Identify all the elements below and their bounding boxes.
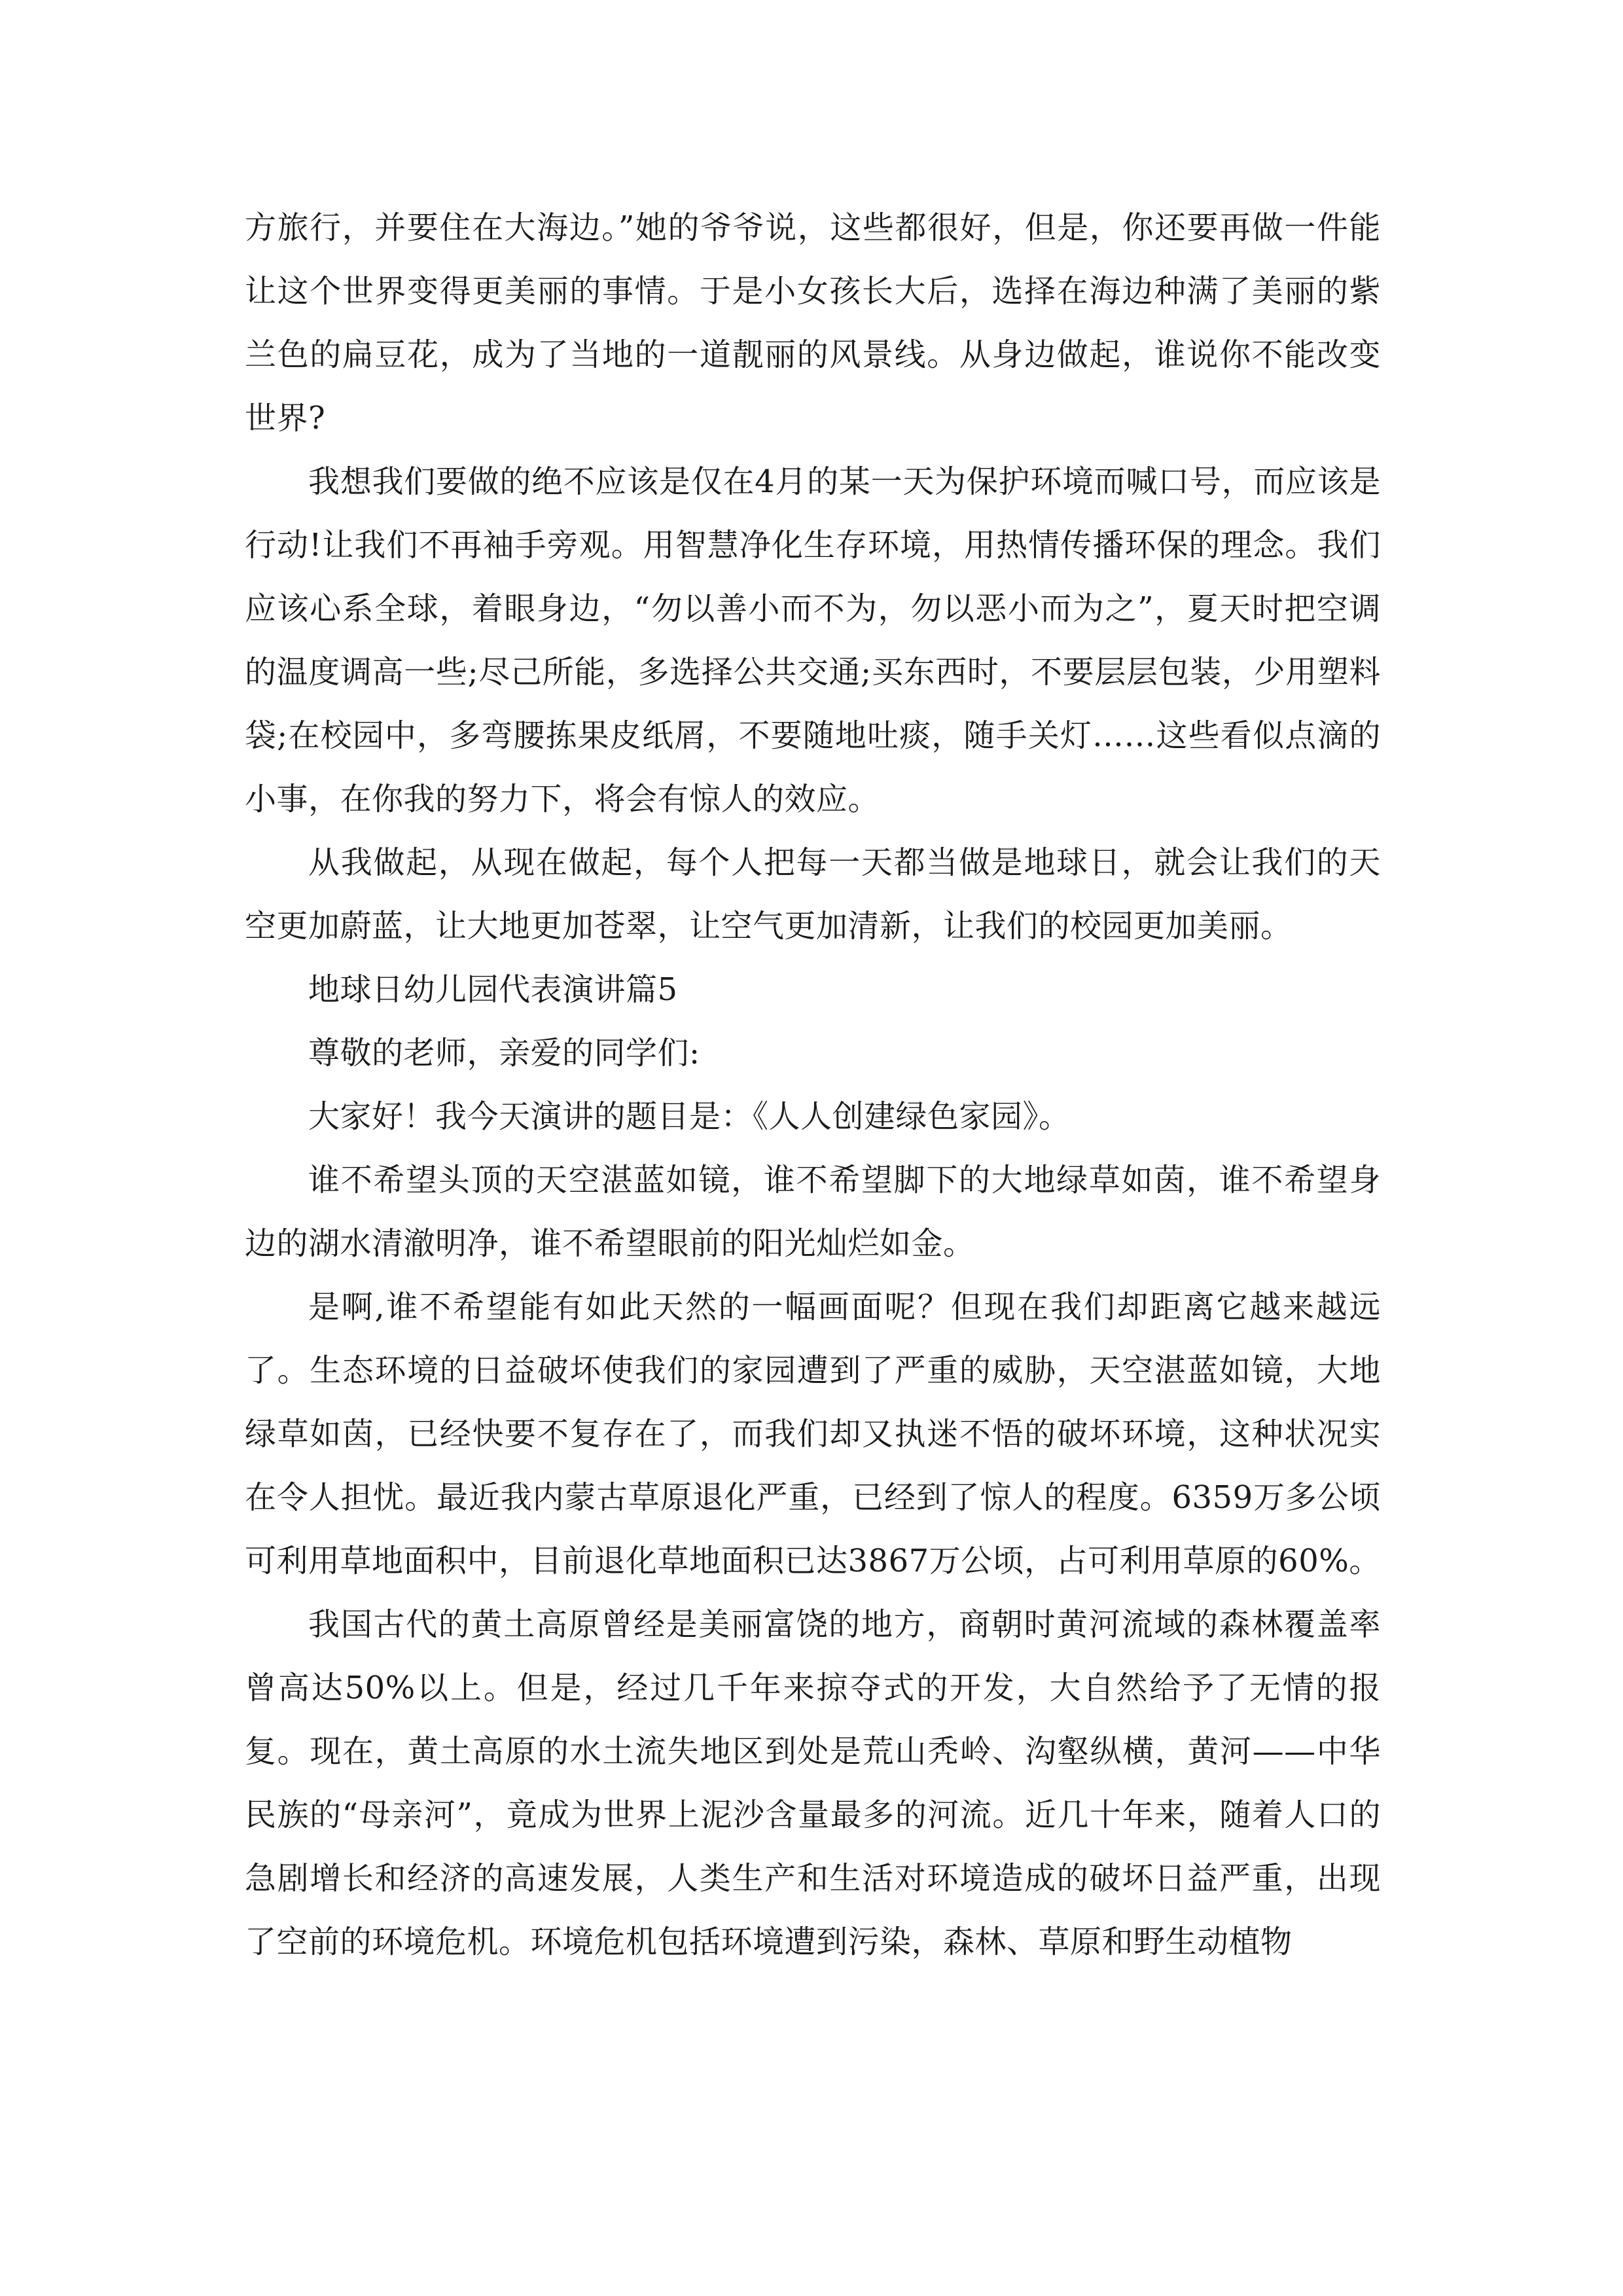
- speech-paragraph: 我国古代的黄土高原曾经是美丽富饶的地方，商朝时黄河流域的森林覆盖率曾高达50%以上。但是，经过几千年来掠夺式的开发，大自然给予了无情的报复。现在，黄土高原的水土流失地区到处是荒山秃岭、沟壑纵横，黄河——中华民族的“母亲河”，竟成为世界上泥沙含量最多的河流。近几十年来，随着人口的急剧增长和经济的高速发展，人类生产和生活对环境造成的破坏日益严重，出现了空前的环境危机。环境危机包括环境遭到污染，森林、草原和野生动植物: [245, 1606, 1381, 1960]
- document-body: [245, 196, 1381, 1974]
- speech-opening: 大家好！我今天演讲的题目是：《人人创建绿色家园》。: [308, 1098, 1071, 1135]
- paragraph-action: 我想我们要做的绝不应该是仅在4月的某一天为保护环境而喊口号，而应该是行动!让我们不再袖手旁观。用智慧净化生存环境，用热情传播环保的理念。我们应该心系全球，着眼身边，“勿以善小而不为，勿以恶小而为之”，夏天时把空调的温度调高一些;尽己所能，多选择公共交通;买东西时，不要层层包装，少用塑料袋;在校园中，多弯腰拣果皮纸屑，不要随地吐痰，随手关灯……这些看似点滴的小事，在你我的努力下，将会有惊人的效应。: [245, 463, 1381, 817]
- paragraph-conclusion: 从我做起，从现在做起，每个人把每一天都当做是地球日，就会让我们的天空更加蔚蓝，让大地更加苍翠，让空气更加清新，让我们的校园更加美丽。: [245, 844, 1381, 944]
- salutation: 尊敬的老师，亲爱的同学们:: [308, 1035, 700, 1071]
- speech-paragraph: 谁不希望头顶的天空湛蓝如镜，谁不希望脚下的大地绿草如茵，谁不希望身边的湖水清澈明净，谁不希望眼前的阳光灿烂如金。: [245, 1162, 1381, 1262]
- section-title: 地球日幼儿园代表演讲篇5: [308, 971, 678, 1008]
- paragraph-continuation: 方旅行，并要住在大海边。”她的爷爷说，这些都很好，但是，你还要再做一件能让这个世界变得更美丽的事情。于是小女孩长大后，选择在海边种满了美丽的紫兰色的扁豆花，成为了当地的一道靓丽的风景线。从身边做起，谁说你不能改变世界?: [245, 209, 1381, 437]
- speech-paragraph: 是啊,谁不希望能有如此天然的一幅画面呢？但现在我们却距离它越来越远了。生态环境的日益破坏使我们的家园遭到了严重的威胁，天空湛蓝如镜，大地绿草如茵，已经快要不复存在了，而我们却又执迷不悟的破坏环境，这种状况实在令人担忧。最近我内蒙古草原退化严重，已经到了惊人的程度。6359万多公顷可利用草地面积中，目前退化草地面积已达3867万公顷，占可利用草原的60%。: [245, 1289, 1381, 1579]
